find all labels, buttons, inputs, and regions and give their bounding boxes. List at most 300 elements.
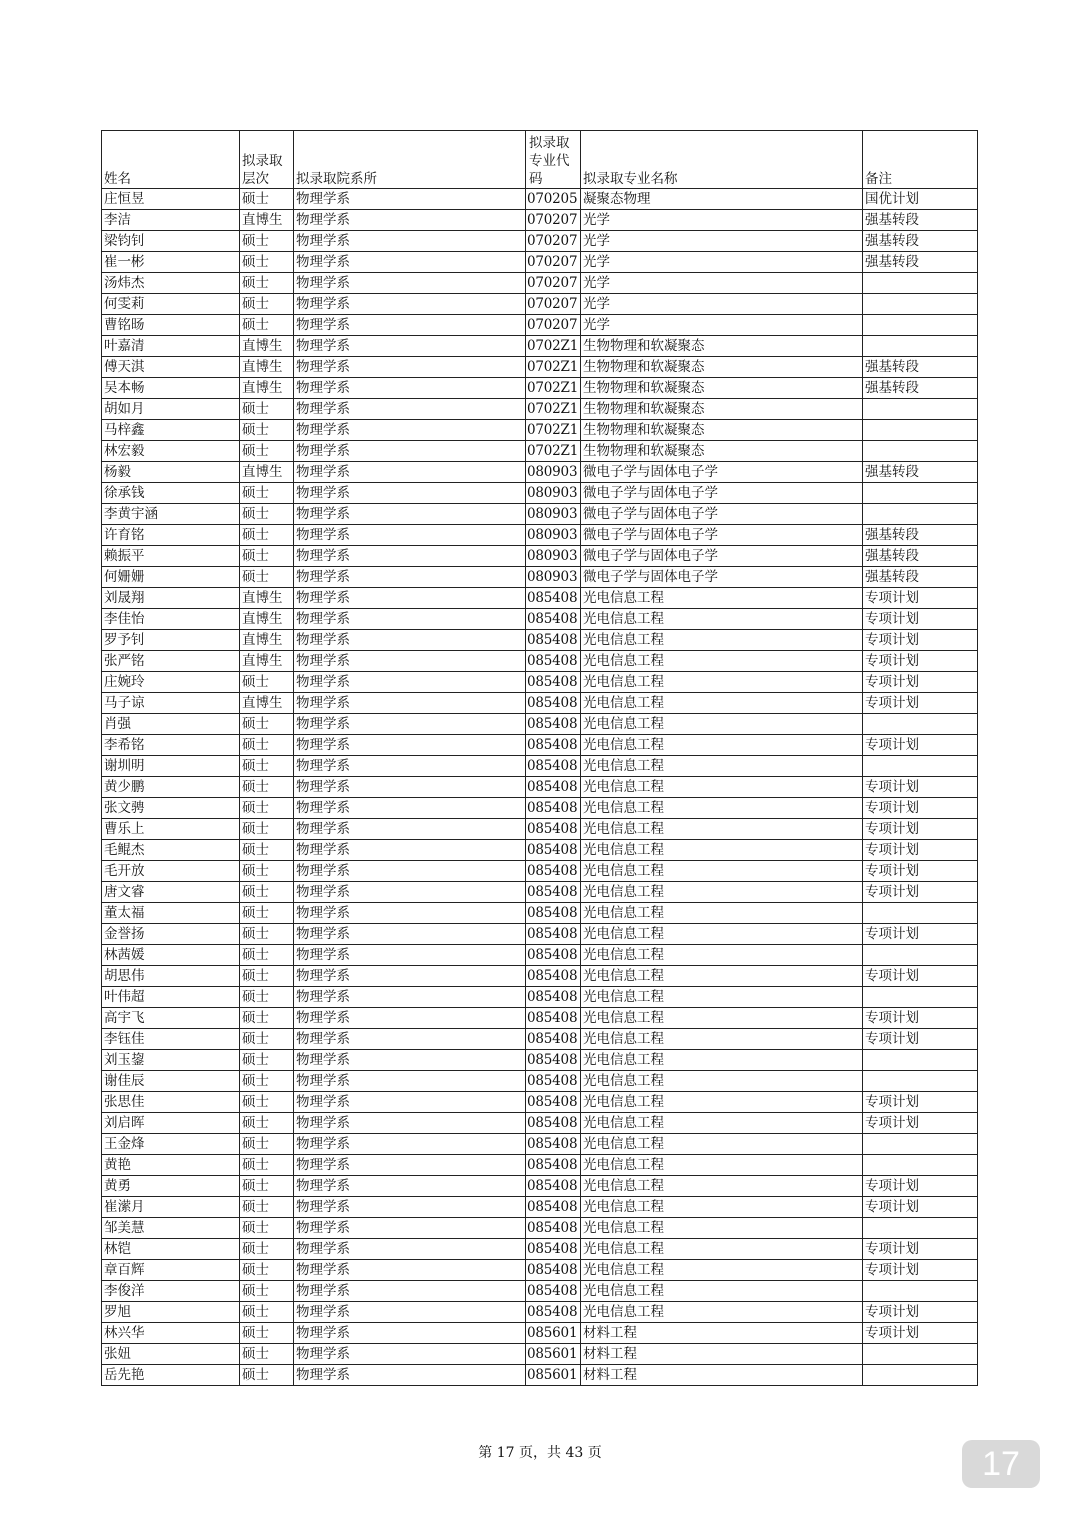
cell-name: 李俊洋 (102, 1281, 240, 1302)
cell-level: 硕士 (240, 1281, 294, 1302)
table-row (102, 1071, 978, 1092)
cell-dept: 物理学系 (294, 504, 526, 525)
cell-major: 光学 (581, 231, 863, 252)
cell-code: 085408 (526, 1302, 581, 1323)
header-dept: 拟录取院系所 (294, 131, 526, 189)
cell-level: 硕士 (240, 525, 294, 546)
cell-code: 085408 (526, 1071, 581, 1092)
cell-level: 直博生 (240, 651, 294, 672)
cell-note: 专项计划 (863, 1176, 978, 1197)
cell-level: 硕士 (240, 567, 294, 588)
cell-level: 硕士 (240, 1050, 294, 1071)
table-row (102, 399, 978, 420)
cell-name: 徐承钱 (102, 483, 240, 504)
cell-dept: 物理学系 (294, 882, 526, 903)
cell-name: 何姗姗 (102, 567, 240, 588)
cell-code: 085601 (526, 1323, 581, 1344)
cell-code: 080903 (526, 483, 581, 504)
cell-major: 光电信息工程 (581, 1029, 863, 1050)
cell-major: 光电信息工程 (581, 735, 863, 756)
page-footer: 第 17 页，共 43 页 (478, 1445, 602, 1461)
table-row (102, 945, 978, 966)
cell-dept: 物理学系 (294, 1071, 526, 1092)
cell-note: 专项计划 (863, 735, 978, 756)
cell-major: 微电子学与固体电子学 (581, 462, 863, 483)
cell-code: 085408 (526, 735, 581, 756)
cell-level: 硕士 (240, 1302, 294, 1323)
cell-note: 专项计划 (863, 1197, 978, 1218)
cell-major: 光电信息工程 (581, 1050, 863, 1071)
header-level: 拟录取层次 (240, 131, 294, 189)
cell-level: 硕士 (240, 1218, 294, 1239)
table-row (102, 1113, 978, 1134)
cell-dept: 物理学系 (294, 546, 526, 567)
cell-major: 光电信息工程 (581, 987, 863, 1008)
table-row (102, 819, 978, 840)
cell-dept: 物理学系 (294, 1239, 526, 1260)
cell-level: 硕士 (240, 189, 294, 210)
cell-level: 硕士 (240, 420, 294, 441)
cell-code: 085408 (526, 966, 581, 987)
cell-name: 林宏毅 (102, 441, 240, 462)
cell-code: 085408 (526, 819, 581, 840)
cell-note: 专项计划 (863, 1008, 978, 1029)
cell-level: 硕士 (240, 504, 294, 525)
table-row (102, 567, 978, 588)
cell-name: 谢圳明 (102, 756, 240, 777)
cell-major: 材料工程 (581, 1323, 863, 1344)
table-row (102, 903, 978, 924)
table-row (102, 693, 978, 714)
cell-name: 张思佳 (102, 1092, 240, 1113)
cell-dept: 物理学系 (294, 357, 526, 378)
cell-major: 微电子学与固体电子学 (581, 525, 863, 546)
cell-name: 胡如月 (102, 399, 240, 420)
table-row (102, 504, 978, 525)
cell-name: 董太福 (102, 903, 240, 924)
cell-name: 胡思伟 (102, 966, 240, 987)
cell-name: 张严铭 (102, 651, 240, 672)
cell-major: 光电信息工程 (581, 1302, 863, 1323)
cell-major: 生物物理和软凝聚态 (581, 336, 863, 357)
cell-code: 085408 (526, 924, 581, 945)
cell-name: 林铠 (102, 1239, 240, 1260)
cell-note: 专项计划 (863, 1029, 978, 1050)
cell-dept: 物理学系 (294, 630, 526, 651)
cell-code: 085408 (526, 756, 581, 777)
cell-code: 085408 (526, 1176, 581, 1197)
table-row (102, 357, 978, 378)
cell-level: 硕士 (240, 861, 294, 882)
cell-major: 微电子学与固体电子学 (581, 567, 863, 588)
cell-name: 王金烽 (102, 1134, 240, 1155)
cell-note: 专项计划 (863, 672, 978, 693)
cell-dept: 物理学系 (294, 1344, 526, 1365)
cell-note (863, 1155, 978, 1176)
cell-note (863, 1134, 978, 1155)
cell-code: 080903 (526, 546, 581, 567)
cell-major: 光电信息工程 (581, 1197, 863, 1218)
cell-code: 085408 (526, 945, 581, 966)
cell-code: 085408 (526, 1134, 581, 1155)
cell-code: 0702Z1 (526, 357, 581, 378)
cell-level: 硕士 (240, 945, 294, 966)
table-row (102, 735, 978, 756)
cell-code: 085408 (526, 1029, 581, 1050)
cell-dept: 物理学系 (294, 966, 526, 987)
table-row (102, 273, 978, 294)
cell-level: 硕士 (240, 1323, 294, 1344)
header-major: 拟录取专业名称 (581, 131, 863, 189)
cell-level: 硕士 (240, 315, 294, 336)
cell-dept: 物理学系 (294, 210, 526, 231)
cell-note: 专项计划 (863, 693, 978, 714)
cell-level: 硕士 (240, 273, 294, 294)
cell-level: 直博生 (240, 462, 294, 483)
cell-major: 光电信息工程 (581, 1008, 863, 1029)
table-row (102, 1239, 978, 1260)
cell-code: 085408 (526, 861, 581, 882)
cell-name: 赖振平 (102, 546, 240, 567)
table-row (102, 336, 978, 357)
cell-level: 硕士 (240, 1344, 294, 1365)
cell-name: 庄恒昱 (102, 189, 240, 210)
table-row (102, 924, 978, 945)
cell-level: 硕士 (240, 777, 294, 798)
cell-note (863, 420, 978, 441)
table-row (102, 861, 978, 882)
cell-level: 硕士 (240, 252, 294, 273)
cell-level: 直博生 (240, 693, 294, 714)
cell-major: 光电信息工程 (581, 1281, 863, 1302)
cell-level: 直博生 (240, 210, 294, 231)
cell-major: 光电信息工程 (581, 903, 863, 924)
cell-major: 光电信息工程 (581, 672, 863, 693)
cell-note (863, 441, 978, 462)
cell-dept: 物理学系 (294, 1008, 526, 1029)
cell-name: 庄婉玲 (102, 672, 240, 693)
cell-level: 硕士 (240, 672, 294, 693)
cell-major: 凝聚态物理 (581, 189, 863, 210)
cell-code: 070207 (526, 210, 581, 231)
cell-code: 070207 (526, 273, 581, 294)
cell-major: 光电信息工程 (581, 588, 863, 609)
cell-code: 085408 (526, 777, 581, 798)
cell-code: 070207 (526, 315, 581, 336)
cell-major: 光学 (581, 210, 863, 231)
cell-major: 光电信息工程 (581, 630, 863, 651)
table-row (102, 1008, 978, 1029)
cell-major: 光电信息工程 (581, 798, 863, 819)
cell-dept: 物理学系 (294, 609, 526, 630)
table-row (102, 462, 978, 483)
cell-note (863, 315, 978, 336)
cell-level: 硕士 (240, 966, 294, 987)
cell-name: 李希铭 (102, 735, 240, 756)
cell-name: 毛开放 (102, 861, 240, 882)
cell-major: 光电信息工程 (581, 966, 863, 987)
cell-name: 马子谅 (102, 693, 240, 714)
cell-level: 硕士 (240, 840, 294, 861)
table-row (102, 1134, 978, 1155)
cell-code: 085408 (526, 1218, 581, 1239)
cell-note: 强基转段 (863, 462, 978, 483)
cell-major: 生物物理和软凝聚态 (581, 441, 863, 462)
cell-major: 材料工程 (581, 1365, 863, 1386)
cell-note: 专项计划 (863, 798, 978, 819)
cell-major: 光电信息工程 (581, 1071, 863, 1092)
cell-name: 毛鲲杰 (102, 840, 240, 861)
cell-dept: 物理学系 (294, 252, 526, 273)
cell-note: 专项计划 (863, 1260, 978, 1281)
cell-note: 专项计划 (863, 630, 978, 651)
table-row (102, 315, 978, 336)
cell-dept: 物理学系 (294, 1029, 526, 1050)
cell-dept: 物理学系 (294, 840, 526, 861)
page-number-badge: 17 (962, 1440, 1040, 1488)
table-row (102, 420, 978, 441)
cell-name: 邹美慧 (102, 1218, 240, 1239)
cell-level: 直博生 (240, 357, 294, 378)
cell-note: 专项计划 (863, 1323, 978, 1344)
cell-note (863, 987, 978, 1008)
table-row (102, 1176, 978, 1197)
cell-major: 光电信息工程 (581, 1239, 863, 1260)
cell-note: 强基转段 (863, 546, 978, 567)
cell-name: 张妞 (102, 1344, 240, 1365)
table-row (102, 294, 978, 315)
cell-code: 085408 (526, 714, 581, 735)
cell-name: 黄少鹏 (102, 777, 240, 798)
cell-major: 光电信息工程 (581, 1176, 863, 1197)
cell-dept: 物理学系 (294, 1134, 526, 1155)
cell-note: 专项计划 (863, 1302, 978, 1323)
cell-level: 硕士 (240, 798, 294, 819)
table-row (102, 966, 978, 987)
table-row (102, 756, 978, 777)
cell-level: 硕士 (240, 735, 294, 756)
cell-dept: 物理学系 (294, 1155, 526, 1176)
cell-name: 肖强 (102, 714, 240, 735)
cell-level: 硕士 (240, 1113, 294, 1134)
cell-dept: 物理学系 (294, 378, 526, 399)
cell-dept: 物理学系 (294, 441, 526, 462)
cell-note: 专项计划 (863, 819, 978, 840)
cell-name: 黄勇 (102, 1176, 240, 1197)
cell-name: 李黄宇涵 (102, 504, 240, 525)
cell-name: 傅天淇 (102, 357, 240, 378)
table-row (102, 1092, 978, 1113)
cell-code: 085408 (526, 1092, 581, 1113)
cell-level: 硕士 (240, 1029, 294, 1050)
cell-level: 硕士 (240, 441, 294, 462)
cell-major: 光电信息工程 (581, 651, 863, 672)
cell-note (863, 273, 978, 294)
cell-note (863, 1050, 978, 1071)
cell-note (863, 945, 978, 966)
cell-name: 罗旭 (102, 1302, 240, 1323)
cell-name: 曹乐上 (102, 819, 240, 840)
cell-major: 生物物理和软凝聚态 (581, 378, 863, 399)
table-row (102, 546, 978, 567)
cell-note (863, 1281, 978, 1302)
cell-level: 硕士 (240, 903, 294, 924)
cell-note: 专项计划 (863, 588, 978, 609)
cell-code: 085601 (526, 1365, 581, 1386)
cell-dept: 物理学系 (294, 672, 526, 693)
cell-level: 硕士 (240, 1260, 294, 1281)
cell-level: 硕士 (240, 1239, 294, 1260)
cell-code: 085408 (526, 672, 581, 693)
cell-dept: 物理学系 (294, 1176, 526, 1197)
cell-major: 光电信息工程 (581, 1260, 863, 1281)
table-row (102, 441, 978, 462)
cell-dept: 物理学系 (294, 987, 526, 1008)
cell-major: 光电信息工程 (581, 945, 863, 966)
table-row (102, 189, 978, 210)
cell-level: 硕士 (240, 1134, 294, 1155)
cell-major: 光学 (581, 315, 863, 336)
cell-code: 085408 (526, 651, 581, 672)
cell-major: 生物物理和软凝聚态 (581, 420, 863, 441)
table-row (102, 1365, 978, 1386)
cell-dept: 物理学系 (294, 798, 526, 819)
cell-code: 085408 (526, 1113, 581, 1134)
cell-dept: 物理学系 (294, 1281, 526, 1302)
cell-major: 光电信息工程 (581, 882, 863, 903)
cell-name: 金誉扬 (102, 924, 240, 945)
cell-dept: 物理学系 (294, 1092, 526, 1113)
cell-major: 微电子学与固体电子学 (581, 504, 863, 525)
table-row (102, 1260, 978, 1281)
cell-major: 光电信息工程 (581, 609, 863, 630)
cell-level: 直博生 (240, 336, 294, 357)
cell-level: 直博生 (240, 588, 294, 609)
cell-major: 光学 (581, 294, 863, 315)
cell-name: 刘晟翔 (102, 588, 240, 609)
cell-dept: 物理学系 (294, 756, 526, 777)
cell-note: 强基转段 (863, 210, 978, 231)
cell-note: 专项计划 (863, 1092, 978, 1113)
cell-level: 硕士 (240, 714, 294, 735)
cell-note: 专项计划 (863, 651, 978, 672)
cell-name: 刘玉鋆 (102, 1050, 240, 1071)
cell-major: 光电信息工程 (581, 1155, 863, 1176)
cell-note: 强基转段 (863, 231, 978, 252)
cell-dept: 物理学系 (294, 420, 526, 441)
table-row (102, 1029, 978, 1050)
cell-level: 直博生 (240, 609, 294, 630)
table-row (102, 777, 978, 798)
cell-name: 马梓鑫 (102, 420, 240, 441)
table-row (102, 882, 978, 903)
cell-level: 硕士 (240, 1092, 294, 1113)
cell-name: 李钰佳 (102, 1029, 240, 1050)
table-row (102, 1323, 978, 1344)
cell-dept: 物理学系 (294, 294, 526, 315)
cell-note (863, 336, 978, 357)
cell-name: 罗予钊 (102, 630, 240, 651)
cell-note (863, 1071, 978, 1092)
cell-dept: 物理学系 (294, 231, 526, 252)
cell-dept: 物理学系 (294, 483, 526, 504)
cell-major: 光电信息工程 (581, 777, 863, 798)
header-code: 拟录取专业代码 (526, 131, 581, 189)
table-row (102, 609, 978, 630)
cell-dept: 物理学系 (294, 693, 526, 714)
cell-major: 光学 (581, 252, 863, 273)
cell-major: 光电信息工程 (581, 693, 863, 714)
cell-note (863, 1365, 978, 1386)
cell-dept: 物理学系 (294, 336, 526, 357)
cell-note (863, 399, 978, 420)
cell-note: 专项计划 (863, 924, 978, 945)
cell-dept: 物理学系 (294, 567, 526, 588)
cell-level: 直博生 (240, 630, 294, 651)
cell-level: 硕士 (240, 1071, 294, 1092)
cell-name: 谢佳辰 (102, 1071, 240, 1092)
cell-dept: 物理学系 (294, 462, 526, 483)
cell-name: 岳先艳 (102, 1365, 240, 1386)
cell-name: 叶嘉清 (102, 336, 240, 357)
cell-level: 硕士 (240, 1155, 294, 1176)
cell-note: 专项计划 (863, 840, 978, 861)
table-row (102, 231, 978, 252)
cell-code: 085408 (526, 903, 581, 924)
cell-name: 许育铭 (102, 525, 240, 546)
cell-code: 070207 (526, 294, 581, 315)
cell-name: 曹铭旸 (102, 315, 240, 336)
cell-level: 硕士 (240, 1197, 294, 1218)
cell-name: 高宇飞 (102, 1008, 240, 1029)
cell-name: 叶伟超 (102, 987, 240, 1008)
cell-note (863, 1218, 978, 1239)
cell-name: 崔潆月 (102, 1197, 240, 1218)
cell-note (863, 504, 978, 525)
cell-code: 085408 (526, 588, 581, 609)
cell-dept: 物理学系 (294, 399, 526, 420)
cell-code: 070205 (526, 189, 581, 210)
cell-code: 085408 (526, 840, 581, 861)
table-row (102, 1218, 978, 1239)
cell-dept: 物理学系 (294, 1365, 526, 1386)
cell-name: 崔一彬 (102, 252, 240, 273)
cell-dept: 物理学系 (294, 714, 526, 735)
cell-code: 070207 (526, 252, 581, 273)
table-row (102, 210, 978, 231)
admission-table (101, 130, 978, 1386)
cell-level: 硕士 (240, 231, 294, 252)
cell-code: 080903 (526, 504, 581, 525)
table-row (102, 588, 978, 609)
cell-note (863, 483, 978, 504)
cell-code: 0702Z1 (526, 399, 581, 420)
header-name: 姓名 (102, 131, 240, 189)
cell-level: 硕士 (240, 882, 294, 903)
cell-dept: 物理学系 (294, 273, 526, 294)
cell-major: 微电子学与固体电子学 (581, 546, 863, 567)
cell-dept: 物理学系 (294, 525, 526, 546)
cell-dept: 物理学系 (294, 777, 526, 798)
cell-code: 085408 (526, 693, 581, 714)
cell-code: 085408 (526, 1155, 581, 1176)
cell-code: 0702Z1 (526, 441, 581, 462)
cell-level: 硕士 (240, 483, 294, 504)
cell-name: 吴本畅 (102, 378, 240, 399)
cell-major: 光电信息工程 (581, 1134, 863, 1155)
cell-dept: 物理学系 (294, 924, 526, 945)
cell-major: 光电信息工程 (581, 924, 863, 945)
